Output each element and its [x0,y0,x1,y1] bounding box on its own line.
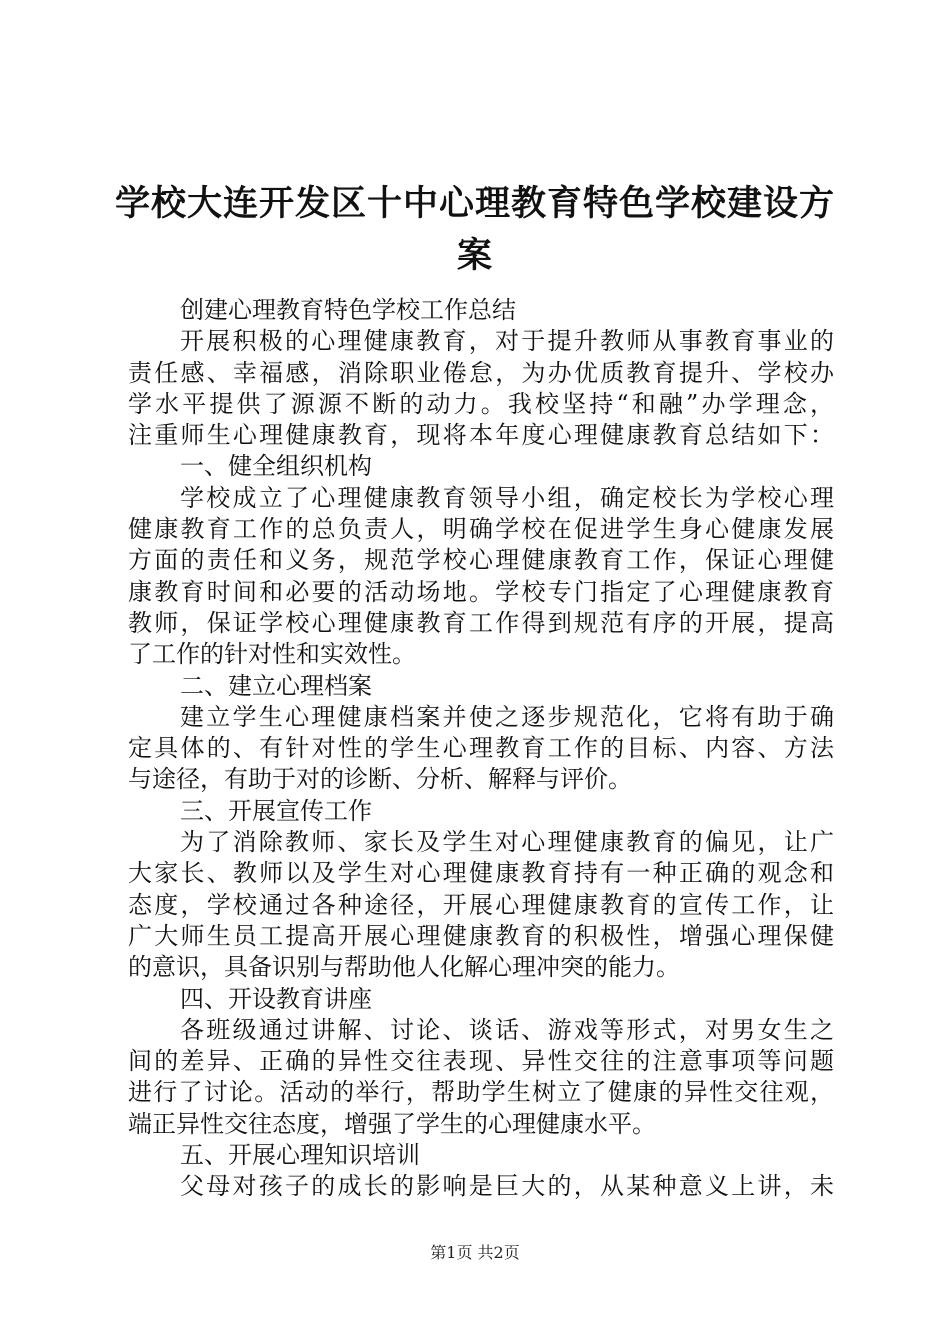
section-heading: 三、开展宣传工作 [180,796,372,825]
document-body [128,295,834,1203]
paragraph-line: 教师，保证学校心理健康教育工作得到规范有序的开展，提高 [128,608,834,637]
paragraph-line: 与途径，有助于对的诊断、分析、解释与评价。 [128,765,632,794]
paragraph-line: 态度，学校通过各种途径，开展心理健康教育的宣传工作，让 [128,890,834,919]
section-heading: 四、开设教育讲座 [180,984,372,1013]
paragraph-line: 学校成立了心理健康教育领导小组，确定校长为学校心理 [180,483,834,512]
paragraph-line: 开展积极的心理健康教育，对于提升教师从事教育事业的 [180,327,834,356]
paragraph-line: 端正异性交往态度，增强了学生的心理健康水平。 [128,1109,656,1138]
paragraph-line: 责任感、幸福感，消除职业倦怠，为办优质教育提升、学校办 [128,358,834,387]
section-heading: 一、健全组织机构 [180,452,372,481]
paragraph-line: 进行了讨论。活动的举行，帮助学生树立了健康的异性交往观， [128,1078,834,1107]
title-line-1: 学校大连开发区十中心理教育特色学校建设方 [115,184,836,224]
section-heading: 五、开展心理知识培训 [180,1141,420,1170]
title-line-2: 案 [456,236,493,276]
paragraph-line: 各班级通过讲解、讨论、谈话、游戏等形式，对男女生之 [180,1015,834,1044]
paragraph-line: 为了消除教师、家长及学生对心理健康教育的偏见，让广 [180,828,834,857]
paragraph-line: 方面的责任和义务，规范学校心理健康教育工作，保证心理健 [128,546,834,575]
paragraph-line: 健康教育工作的总负责人，明确学校在促进学生身心健康发展 [128,515,834,544]
paragraph-line: 定具体的、有针对性的学生心理教育工作的目标、内容、方法 [128,734,834,763]
section-heading: 二、建立心理档案 [180,671,372,700]
paragraph-line: 建立学生心理健康档案并使之逐步规范化，它将有助于确 [180,702,834,731]
page-number-footer: 第1页 共2页 [430,1243,520,1262]
paragraph-line: 父母对孩子的成长的影响是巨大的，从某种意义上讲，未 [180,1172,834,1201]
paragraph-line: 康教育时间和必要的活动场地。学校专门指定了心理健康教育 [128,577,834,606]
document-title [115,178,835,282]
paragraph-line: 了工作的针对性和实效性。 [128,640,416,669]
paragraph-line: 大家长、教师以及学生对心理健康教育持有一种正确的观念和 [128,859,834,888]
subtitle-line: 创建心理教育特色学校工作总结 [180,296,516,324]
paragraph-line: 注重师生心理健康教育，现将本年度心理健康教育总结如下： [128,421,834,450]
paragraph-line: 学水平提供了源源不断的动力。我校坚持“和融”办学理念， [128,389,834,418]
paragraph-line: 广大师生员工提高开展心理健康教育的积极性，增强心理保健 [128,921,834,950]
paragraph-line: 的意识，具备识别与帮助他人化解心理冲突的能力。 [128,953,680,982]
paragraph-line: 间的差异、正确的异性交往表现、异性交往的注意事项等问题 [128,1047,834,1076]
